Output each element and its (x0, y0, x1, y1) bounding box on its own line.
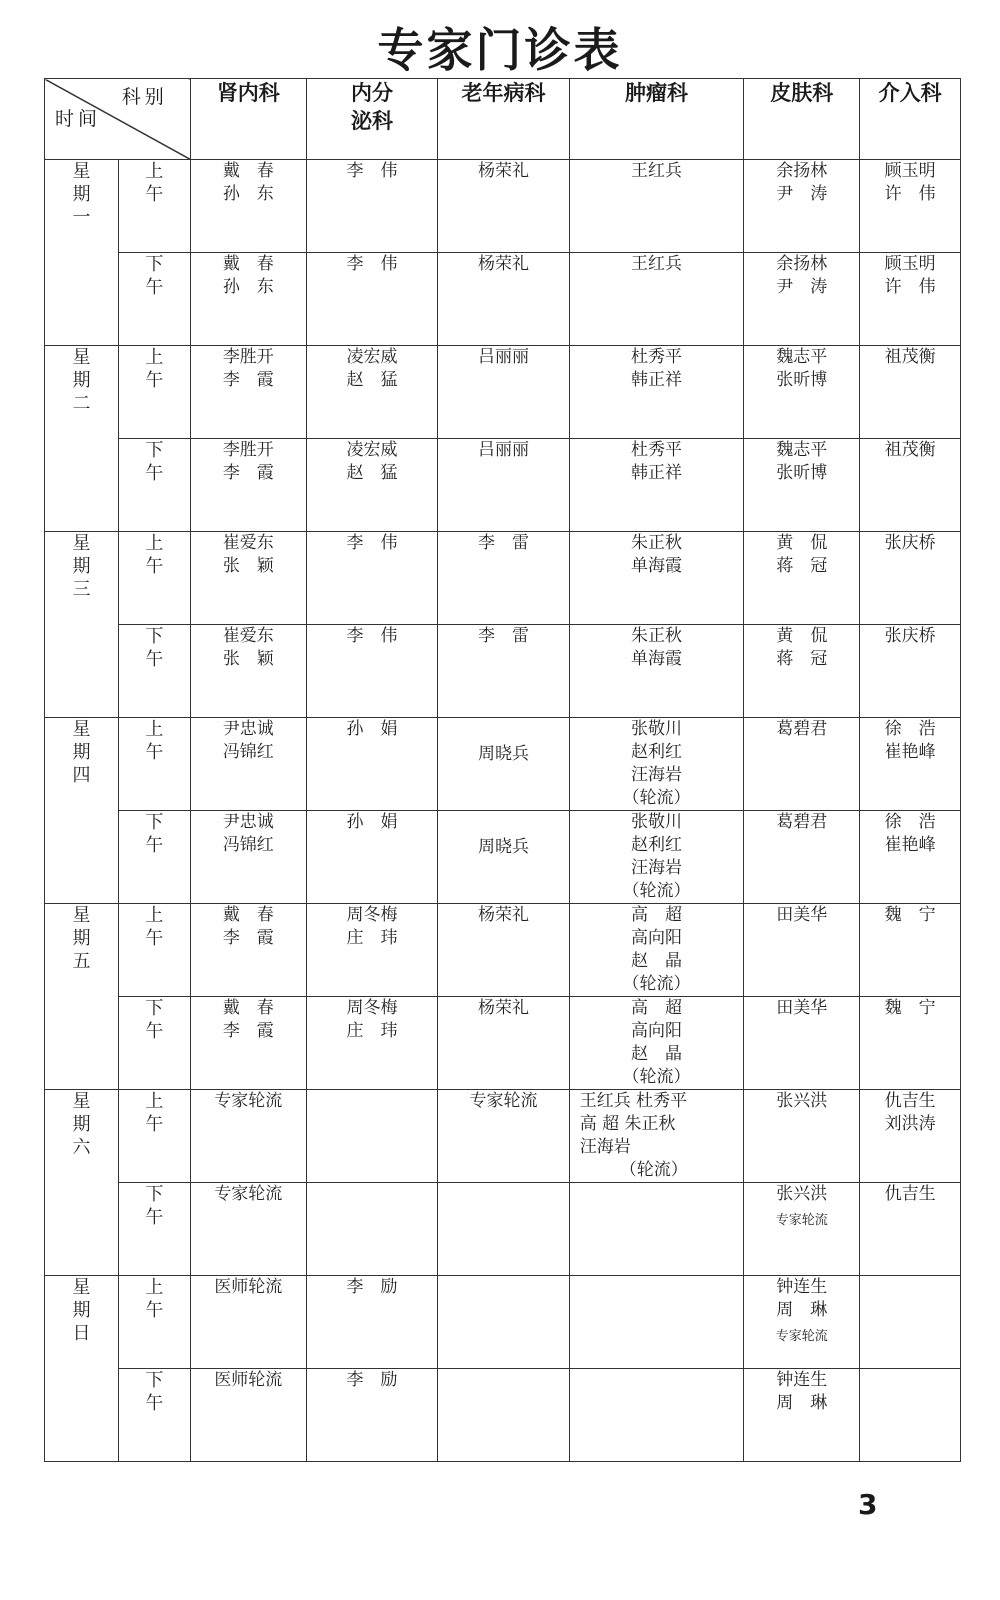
period-label: 下午 (118, 253, 190, 346)
doctor-cell-endocrinology (306, 625, 437, 718)
doctor-cell-dermatology (744, 904, 860, 997)
schedule-row (45, 718, 961, 811)
doctor-name: 专家轮流 (469, 1091, 538, 1111)
doctor-name: 庄 玮 (346, 928, 398, 948)
doctor-name: 田美华 (776, 998, 828, 1018)
doctor-name: 杜秀平 (630, 440, 682, 460)
doctor-name: 周 琳 (776, 1300, 828, 1320)
doctor-cell-nephrology (190, 532, 306, 625)
doctor-cell-dermatology (744, 439, 860, 532)
schedule-body (45, 160, 961, 1462)
doctor-name: 韩正祥 (630, 370, 682, 390)
doctor-cell-interventional (860, 253, 961, 346)
doctor-cell-oncology (569, 997, 744, 1090)
day-label: 星期二 (45, 346, 119, 532)
doctor-cell-endocrinology (306, 904, 437, 997)
doctor-name: 专家轮流 (775, 1213, 828, 1228)
doctor-cell-interventional (860, 1090, 961, 1183)
doctor-name: 蒋 冠 (776, 649, 828, 669)
doctor-name: 崔艳峰 (884, 835, 936, 855)
doctor-name: 黄 侃 (776, 533, 828, 553)
doctor-cell-nephrology (190, 997, 306, 1090)
doctor-name: 祖茂衡 (884, 440, 936, 460)
doctor-cell-nephrology (190, 1276, 306, 1369)
doctor-cell-geriatrics (438, 997, 569, 1090)
day-label: 星期六 (45, 1090, 119, 1276)
doctor-name: 蒋 冠 (776, 556, 828, 576)
schedule-row (45, 532, 961, 625)
doctor-cell-geriatrics (438, 904, 569, 997)
diagonal-header-cell (45, 79, 191, 160)
doctor-name: 葛碧君 (776, 812, 828, 832)
doctor-cell-interventional (860, 1183, 961, 1276)
doctor-cell-endocrinology (306, 160, 437, 253)
doctor-name: 杨荣礼 (477, 998, 529, 1018)
doctor-cell-endocrinology (306, 1276, 437, 1369)
doctor-name: 许 伟 (884, 277, 936, 297)
doctor-name: 戴 春 (222, 998, 274, 1018)
doctor-name: 张庆桥 (884, 626, 936, 646)
doctor-cell-dermatology (744, 1183, 860, 1276)
schedule-row (45, 346, 961, 439)
doctor-name: 汪海岩 (630, 765, 682, 785)
doctor-cell-interventional (860, 532, 961, 625)
doctor-name: 高 超 朱正秋 (579, 1114, 676, 1134)
header-row (45, 79, 961, 160)
doctor-name: 高向阳 (630, 1021, 682, 1041)
period-label: 上午 (118, 160, 190, 253)
doctor-name: 李 伟 (346, 533, 398, 553)
dept-header-oncology: 肿瘤科 (569, 79, 744, 160)
doctor-cell-oncology (569, 346, 744, 439)
period-label: 上午 (118, 1276, 190, 1369)
doctor-name: 凌宏威 (346, 347, 398, 367)
doctor-cell-dermatology (744, 997, 860, 1090)
doctor-name: 崔艳峰 (884, 742, 936, 762)
doctor-name: 李 伟 (346, 254, 398, 274)
doctor-cell-oncology (569, 1090, 744, 1183)
doctor-cell-interventional (860, 346, 961, 439)
doctor-cell-geriatrics (438, 439, 569, 532)
doctor-name: （轮流） (622, 881, 691, 901)
doctor-name: 魏志平 (776, 440, 828, 460)
doctor-cell-nephrology (190, 718, 306, 811)
doctor-name: 李胜开 (222, 347, 274, 367)
doctor-cell-endocrinology (306, 997, 437, 1090)
doctor-name: 单海霞 (630, 649, 682, 669)
day-label: 星期三 (45, 532, 119, 718)
doctor-cell-endocrinology (306, 439, 437, 532)
schedule-row (45, 1183, 961, 1276)
doctor-name: 仇吉生 (884, 1184, 936, 1204)
clinic-schedule-table (44, 78, 961, 1462)
doctor-cell-nephrology (190, 160, 306, 253)
doctor-cell-oncology (569, 160, 744, 253)
doctor-name: 李 霞 (222, 928, 274, 948)
doctor-cell-dermatology (744, 1369, 860, 1462)
doctor-cell-nephrology (190, 439, 306, 532)
doctor-name: 赵利红 (630, 835, 682, 855)
doctor-cell-dermatology (744, 532, 860, 625)
doctor-cell-nephrology (190, 1090, 306, 1183)
doctor-name: 汪海岩 (579, 1137, 631, 1157)
period-label: 下午 (118, 1369, 190, 1462)
doctor-cell-geriatrics (438, 253, 569, 346)
doctor-cell-endocrinology (306, 532, 437, 625)
doctor-cell-interventional (860, 160, 961, 253)
doctor-name: 高 超 (630, 905, 682, 925)
doctor-name: 崔爱东 (222, 533, 274, 553)
doctor-name: 杨荣礼 (477, 905, 529, 925)
doctor-name: 赵 猛 (346, 463, 398, 483)
doctor-name: 张 颖 (222, 649, 274, 669)
doctor-name: 赵 晶 (630, 951, 682, 971)
doctor-name: 吕丽丽 (477, 440, 529, 460)
page-number: 3 (858, 1488, 878, 1521)
dept-header-nephrology: 肾内科 (190, 79, 306, 160)
doctor-cell-nephrology (190, 346, 306, 439)
doctor-name: 刘洪涛 (884, 1114, 936, 1134)
day-label: 星期四 (45, 718, 119, 904)
doctor-name: 专家轮流 (775, 1329, 828, 1344)
dept-axis-label: 科别 (121, 86, 168, 108)
doctor-name: 李 励 (346, 1277, 398, 1297)
period-label: 下午 (118, 1183, 190, 1276)
doctor-name: （轮流） (622, 974, 691, 994)
doctor-name: 李胜开 (222, 440, 274, 460)
doctor-name: 余扬林 (776, 254, 828, 274)
doctor-cell-geriatrics (438, 1090, 569, 1183)
doctor-name: 魏 宁 (884, 998, 936, 1018)
doctor-name: 尹忠诚 (222, 812, 274, 832)
doctor-name: 钟连生 (776, 1277, 828, 1297)
period-label: 上午 (118, 904, 190, 997)
schedule-row (45, 625, 961, 718)
doctor-cell-geriatrics (438, 1183, 569, 1276)
doctor-name: 王红兵 杜秀平 (579, 1091, 688, 1111)
doctor-name: 韩正祥 (630, 463, 682, 483)
doctor-name: 张兴洪 (776, 1091, 828, 1111)
doctor-name: 赵利红 (630, 742, 682, 762)
doctor-name: 王红兵 (630, 254, 682, 274)
doctor-name: 高 超 (630, 998, 682, 1018)
doctor-name: 李 雷 (477, 626, 529, 646)
period-label: 上午 (118, 718, 190, 811)
doctor-name: 葛碧君 (776, 719, 828, 739)
schedule-row (45, 1276, 961, 1369)
doctor-name: 李 霞 (222, 370, 274, 390)
doctor-name: 朱正秋 (630, 533, 682, 553)
doctor-cell-endocrinology (306, 346, 437, 439)
page-title: 专家门诊表 (377, 23, 623, 77)
doctor-cell-geriatrics (438, 718, 569, 811)
doctor-cell-oncology (569, 439, 744, 532)
doctor-name: 专家轮流 (214, 1091, 283, 1111)
doctor-name: 朱正秋 (630, 626, 682, 646)
doctor-name: 李 霞 (222, 1021, 274, 1041)
schedule-row (45, 1090, 961, 1183)
doctor-name: 单海霞 (630, 556, 682, 576)
doctor-name: （轮流） (619, 1160, 688, 1180)
doctor-cell-nephrology (190, 253, 306, 346)
doctor-name: （轮流） (622, 788, 691, 808)
doctor-name: 顾玉明 (884, 161, 936, 181)
doctor-cell-geriatrics (438, 1276, 569, 1369)
doctor-cell-dermatology (744, 346, 860, 439)
period-label: 上午 (118, 346, 190, 439)
doctor-name: 顾玉明 (884, 254, 936, 274)
doctor-cell-oncology (569, 625, 744, 718)
doctor-cell-nephrology (190, 811, 306, 904)
doctor-cell-geriatrics (438, 160, 569, 253)
doctor-name: 冯锦红 (222, 742, 274, 762)
doctor-name: 许 伟 (884, 184, 936, 204)
schedule-row (45, 904, 961, 997)
doctor-name: 周晓兵 (477, 836, 529, 857)
period-label: 下午 (118, 811, 190, 904)
doctor-name: 戴 春 (222, 161, 274, 181)
schedule-row (45, 160, 961, 253)
doctor-name: 杨荣礼 (477, 254, 529, 274)
doctor-name: 专家轮流 (214, 1184, 283, 1204)
doctor-cell-oncology (569, 253, 744, 346)
doctor-name: （轮流） (622, 1067, 691, 1087)
doctor-name: 戴 春 (222, 254, 274, 274)
schedule-row (45, 811, 961, 904)
day-label: 星期日 (45, 1276, 119, 1462)
doctor-name: 张庆桥 (884, 533, 936, 553)
doctor-cell-endocrinology (306, 1183, 437, 1276)
doctor-cell-endocrinology (306, 1090, 437, 1183)
doctor-name: 孙 娟 (346, 812, 398, 832)
doctor-cell-interventional (860, 439, 961, 532)
doctor-name: 李 伟 (346, 161, 398, 181)
dept-header-dermatology: 皮肤科 (744, 79, 860, 160)
doctor-name: 黄 侃 (776, 626, 828, 646)
doctor-cell-oncology (569, 718, 744, 811)
doctor-cell-nephrology (190, 1183, 306, 1276)
doctor-name: 魏 宁 (884, 905, 936, 925)
doctor-cell-nephrology (190, 625, 306, 718)
doctor-name: 周冬梅 (346, 905, 398, 925)
doctor-name: 张兴洪 (776, 1184, 828, 1204)
doctor-name: 张昕博 (776, 370, 828, 390)
doctor-cell-oncology (569, 904, 744, 997)
doctor-cell-geriatrics (438, 625, 569, 718)
doctor-name: 杜秀平 (630, 347, 682, 367)
doctor-name: 徐 浩 (884, 812, 936, 832)
doctor-cell-interventional (860, 811, 961, 904)
doctor-cell-interventional (860, 718, 961, 811)
schedule-row (45, 253, 961, 346)
doctor-cell-oncology (569, 1276, 744, 1369)
doctor-name: 冯锦红 (222, 835, 274, 855)
doctor-name: 徐 浩 (884, 719, 936, 739)
doctor-cell-interventional (860, 997, 961, 1090)
doctor-name: 医师轮流 (214, 1277, 283, 1297)
doctor-name: 祖茂衡 (884, 347, 936, 367)
doctor-name: 张昕博 (776, 463, 828, 483)
doctor-name: 吕丽丽 (477, 347, 529, 367)
doctor-name: 李 雷 (477, 533, 529, 553)
doctor-cell-dermatology (744, 718, 860, 811)
time-axis-label: 时间 (55, 108, 102, 130)
doctor-name: 戴 春 (222, 905, 274, 925)
doctor-name: 张敬川 (630, 812, 682, 832)
doctor-name: 王红兵 (630, 161, 682, 181)
doctor-name: 周 琳 (776, 1393, 828, 1413)
doctor-name: 尹 涛 (776, 277, 828, 297)
doctor-name: 医师轮流 (214, 1370, 283, 1390)
day-label: 星期五 (45, 904, 119, 1090)
doctor-cell-dermatology (744, 253, 860, 346)
doctor-cell-dermatology (744, 160, 860, 253)
doctor-name: 崔爱东 (222, 626, 274, 646)
doctor-name: 尹忠诚 (222, 719, 274, 739)
doctor-cell-geriatrics (438, 1369, 569, 1462)
period-label: 下午 (118, 997, 190, 1090)
doctor-name: 孙 娟 (346, 719, 398, 739)
doctor-cell-oncology (569, 532, 744, 625)
doctor-cell-endocrinology (306, 718, 437, 811)
schedule-row (45, 1369, 961, 1462)
doctor-cell-interventional (860, 904, 961, 997)
doctor-cell-endocrinology (306, 811, 437, 904)
schedule-row (45, 439, 961, 532)
doctor-name: 高向阳 (630, 928, 682, 948)
doctor-cell-nephrology (190, 1369, 306, 1462)
period-label: 上午 (118, 532, 190, 625)
doctor-name: 周晓兵 (477, 743, 529, 764)
doctor-name: 孙 东 (222, 277, 274, 297)
doctor-cell-geriatrics (438, 346, 569, 439)
doctor-cell-dermatology (744, 811, 860, 904)
doctor-name: 仇吉生 (884, 1091, 936, 1111)
doctor-cell-oncology (569, 1183, 744, 1276)
doctor-cell-geriatrics (438, 811, 569, 904)
doctor-cell-oncology (569, 1369, 744, 1462)
doctor-name: 魏志平 (776, 347, 828, 367)
doctor-name: 李 励 (346, 1370, 398, 1390)
doctor-name: 李 霞 (222, 463, 274, 483)
doctor-cell-interventional (860, 1369, 961, 1462)
doctor-cell-oncology (569, 811, 744, 904)
period-label: 上午 (118, 1090, 190, 1183)
doctor-cell-endocrinology (306, 253, 437, 346)
doctor-name: 尹 涛 (776, 184, 828, 204)
doctor-name: 钟连生 (776, 1370, 828, 1390)
doctor-name: 张 颖 (222, 556, 274, 576)
doctor-cell-endocrinology (306, 1369, 437, 1462)
dept-header-interventional: 介入科 (860, 79, 961, 160)
dept-header-geriatrics: 老年病科 (438, 79, 569, 160)
period-label: 下午 (118, 439, 190, 532)
doctor-name: 凌宏威 (346, 440, 398, 460)
doctor-cell-interventional (860, 1276, 961, 1369)
doctor-cell-dermatology (744, 1276, 860, 1369)
doctor-name: 田美华 (776, 905, 828, 925)
doctor-cell-interventional (860, 625, 961, 718)
period-label: 下午 (118, 625, 190, 718)
doctor-name: 汪海岩 (630, 858, 682, 878)
doctor-cell-geriatrics (438, 532, 569, 625)
doctor-name: 李 伟 (346, 626, 398, 646)
doctor-name: 张敬川 (630, 719, 682, 739)
schedule-row (45, 997, 961, 1090)
dept-header-endocrinology: 内分泌科 (306, 79, 437, 160)
doctor-name: 赵 猛 (346, 370, 398, 390)
doctor-name: 庄 玮 (346, 1021, 398, 1041)
doctor-name: 杨荣礼 (477, 161, 529, 181)
doctor-cell-dermatology (744, 1090, 860, 1183)
doctor-name: 孙 东 (222, 184, 274, 204)
doctor-cell-nephrology (190, 904, 306, 997)
doctor-name: 赵 晶 (630, 1044, 682, 1064)
day-label: 星期一 (45, 160, 119, 346)
doctor-name: 周冬梅 (346, 998, 398, 1018)
doctor-cell-dermatology (744, 625, 860, 718)
doctor-name: 余扬林 (776, 161, 828, 181)
